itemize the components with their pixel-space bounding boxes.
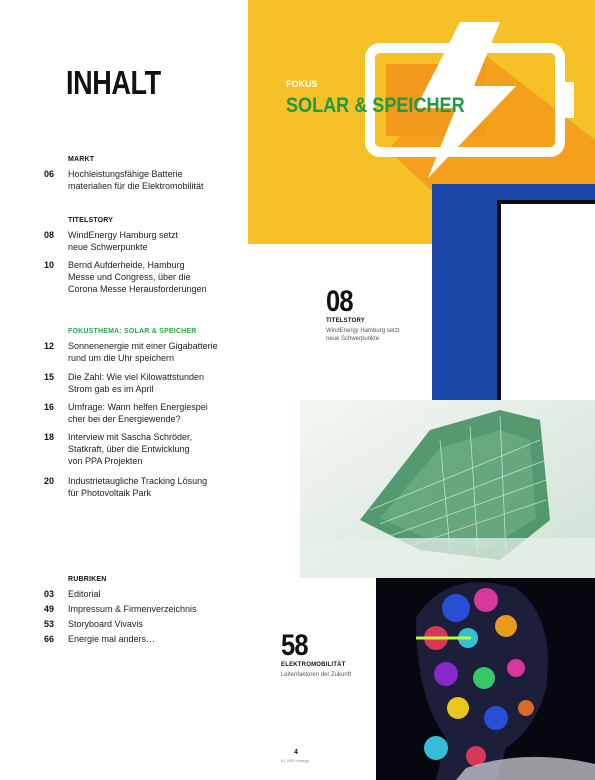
teaser-text-line: neue Schwerpunkte xyxy=(326,336,380,342)
toc-section-heading: RUBRIKEN xyxy=(68,576,107,583)
solar-structure-photo[interactable] xyxy=(300,400,595,578)
page-title: INHALT xyxy=(66,64,161,101)
toc-page-number: 15 xyxy=(44,372,55,382)
teaser-page-number: 08 xyxy=(326,285,353,318)
teaser-text-line: WindEnergy Hamburg setzt xyxy=(326,328,400,334)
toc-page-number: 08 xyxy=(44,230,55,240)
toc-entry-text: Energie mal anders… xyxy=(68,634,156,644)
toc-entry-text: Die Zahl: Wie viel Kilowattstunden xyxy=(68,372,205,382)
teaser-kicker: TITELSTORY xyxy=(326,318,366,324)
toc-entry-text: Sonnenenergie mit einer Gigabatterie xyxy=(68,341,218,351)
teaser-kicker: ELEKTROMOBILITÄT xyxy=(281,662,346,668)
toc-entry-text: neue Schwerpunkte xyxy=(68,242,148,253)
teaser-elektromobilitaet[interactable] xyxy=(281,629,351,679)
toc-entry-text: Corona Messe Herausforderungen xyxy=(68,284,207,295)
teaser-text-line: Leitenfaktoren der Zukunft xyxy=(281,672,352,678)
toc-page-number: 12 xyxy=(44,341,55,351)
toc-entry-text: Messe und Congress, über die xyxy=(68,272,191,283)
page-number: 4 xyxy=(294,749,298,756)
teaser-titelstory[interactable] xyxy=(326,285,399,343)
toc-page-number: 06 xyxy=(44,169,55,179)
elektromobilitaet-portrait[interactable] xyxy=(376,578,595,780)
toc-entry-text: cher bei der Energiewende? xyxy=(68,414,181,425)
toc-entry-text: von PPA Projekten xyxy=(68,456,143,467)
toc-section-heading: TITELSTORY xyxy=(68,217,114,224)
fokus-label: FOKUS xyxy=(286,79,318,89)
toc-section-heading: MARKT xyxy=(68,156,95,163)
toc-page-number: 53 xyxy=(44,619,55,629)
toc-entry-text: Strom gab es im April xyxy=(68,384,154,395)
toc-page-number: 49 xyxy=(44,604,55,614)
toc-page-number: 03 xyxy=(44,589,55,599)
page-footer-note: 6 | 2020 energy xyxy=(281,758,309,763)
toc-page-number: 66 xyxy=(44,634,55,644)
toc-entry-text: Storyboard Vivavis xyxy=(68,619,143,629)
toc-page-number: 16 xyxy=(44,402,55,412)
toc-entry-text: WindEnergy Hamburg setzt xyxy=(68,230,179,240)
toc-entry-text: Hochleistungsfähige Batterie xyxy=(68,169,183,179)
teaser-page-number: 58 xyxy=(281,629,308,662)
toc-entry-text: Interview mit Sascha Schröder, xyxy=(68,432,193,442)
toc-entry-text: Umfrage: Wann helfen Energiespei xyxy=(68,402,208,412)
toc-page-number: 10 xyxy=(44,260,55,270)
toc-page-number: 18 xyxy=(44,432,55,442)
toc-entry-text: für Photovoltaik Park xyxy=(68,488,152,499)
toc-entry-text: Statkraft, über die Entwicklung xyxy=(68,444,190,455)
toc-entry-text: rund um die Uhr speichern xyxy=(68,353,175,364)
toc-entry-text: materialien für die Elektromobilität xyxy=(68,181,204,192)
toc-entry-text: Industrietaugliche Tracking Lösung xyxy=(68,476,208,486)
toc-entry-text: Impressum & Firmenverzeichnis xyxy=(68,604,197,614)
toc-section-heading: FOKUSTHEMA: SOLAR & SPEICHER xyxy=(68,328,197,335)
toc-page-number: 20 xyxy=(44,476,55,486)
toc-entry-text: Editorial xyxy=(68,589,101,599)
fokus-title: SOLAR & SPEICHER xyxy=(286,94,465,117)
toc-entry-text: Bernd Aufderheide, Hamburg xyxy=(68,260,185,270)
titelstory-image-inner xyxy=(497,200,595,404)
